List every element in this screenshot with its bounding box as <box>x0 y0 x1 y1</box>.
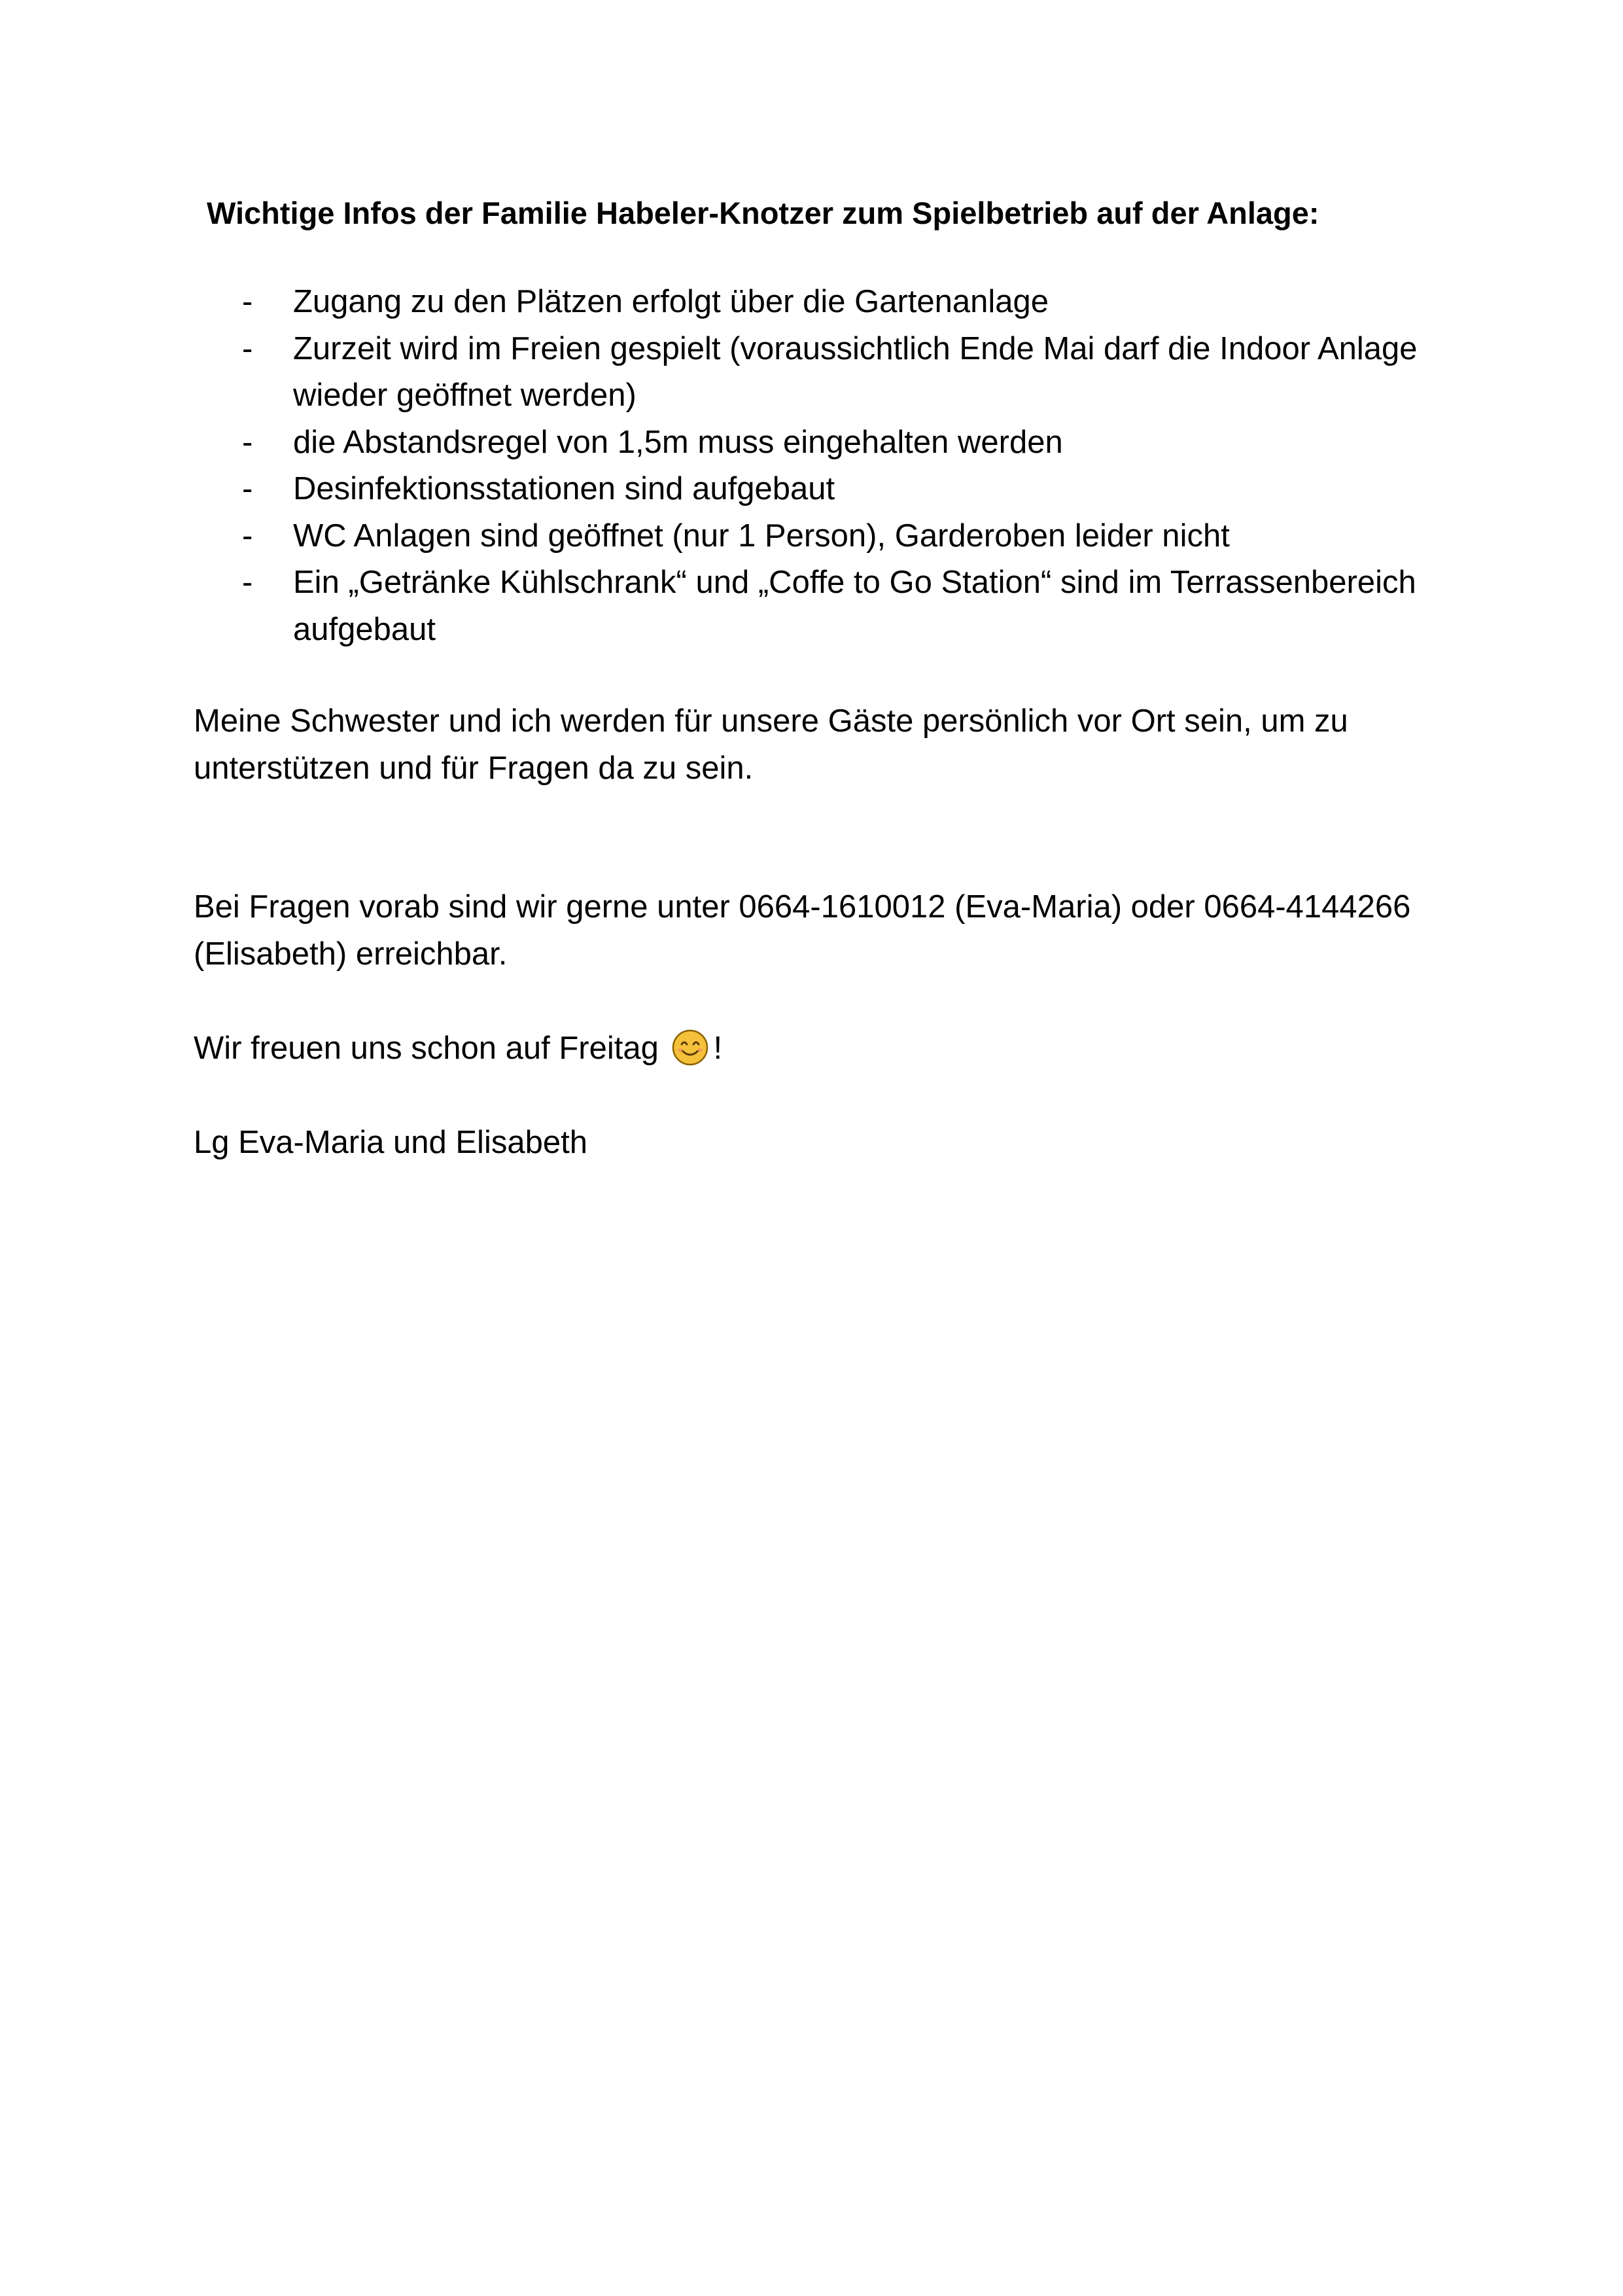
list-item <box>242 559 1452 653</box>
bullet-dash: - <box>242 284 253 319</box>
info-bullet-list <box>242 279 1452 653</box>
bullet-dash: - <box>242 471 253 506</box>
document-title: Wichtige Infos der Familie Habeler-Knotzer zum Spielbetrieb auf der Anlage: <box>207 196 1319 230</box>
contact-paragraph: Bei Fragen vorab sind wir gerne unter 0664-1610012 (Eva-Maria) oder 0664-4144266 (Elisabeth) erreichbar. <box>194 889 1411 972</box>
bullet-dash: - <box>242 518 253 554</box>
list-item-text: WC Anlagen sind geöffnet (nur 1 Person), Garderoben leider nicht <box>293 518 1230 554</box>
presence-paragraph: Meine Schwester und ich werden für unsere Gäste persönlich vor Ort sein, um zu unterstützen und für Fragen da zu sein. <box>194 703 1348 786</box>
list-item <box>242 513 1452 560</box>
list-item <box>242 466 1452 513</box>
list-item-text: Desinfektionsstationen sind aufgebaut <box>293 471 835 506</box>
list-item <box>242 326 1452 419</box>
closing-exclamation: ! <box>713 1031 723 1066</box>
bullet-dash: - <box>242 565 253 600</box>
list-item <box>242 419 1452 467</box>
bullet-dash: - <box>242 424 253 460</box>
closing-text: Wir freuen uns schon auf Freitag <box>194 1031 659 1066</box>
closing-line <box>194 1025 1437 1072</box>
signature: Lg Eva-Maria und Elisabeth <box>194 1125 587 1160</box>
bullet-dash: - <box>242 330 253 366</box>
list-item-text: Zugang zu den Plätzen erfolgt über die Gartenanlage <box>293 284 1049 319</box>
list-item-text: die Abstandsregel von 1,5m muss eingehalten werden <box>293 424 1063 460</box>
list-item-text: Zurzeit wird im Freien gespielt (voraussichtlich Ende Mai darf die Indoor Anlage wieder geöffnet werden) <box>293 330 1418 413</box>
list-item <box>242 279 1452 326</box>
smiling-face-emoji-icon <box>671 1029 709 1067</box>
list-item-text: Ein „Getränke Kühlschrank“ und „Coffe to Go Station“ sind im Terrassenbereich aufgebaut <box>293 565 1416 647</box>
